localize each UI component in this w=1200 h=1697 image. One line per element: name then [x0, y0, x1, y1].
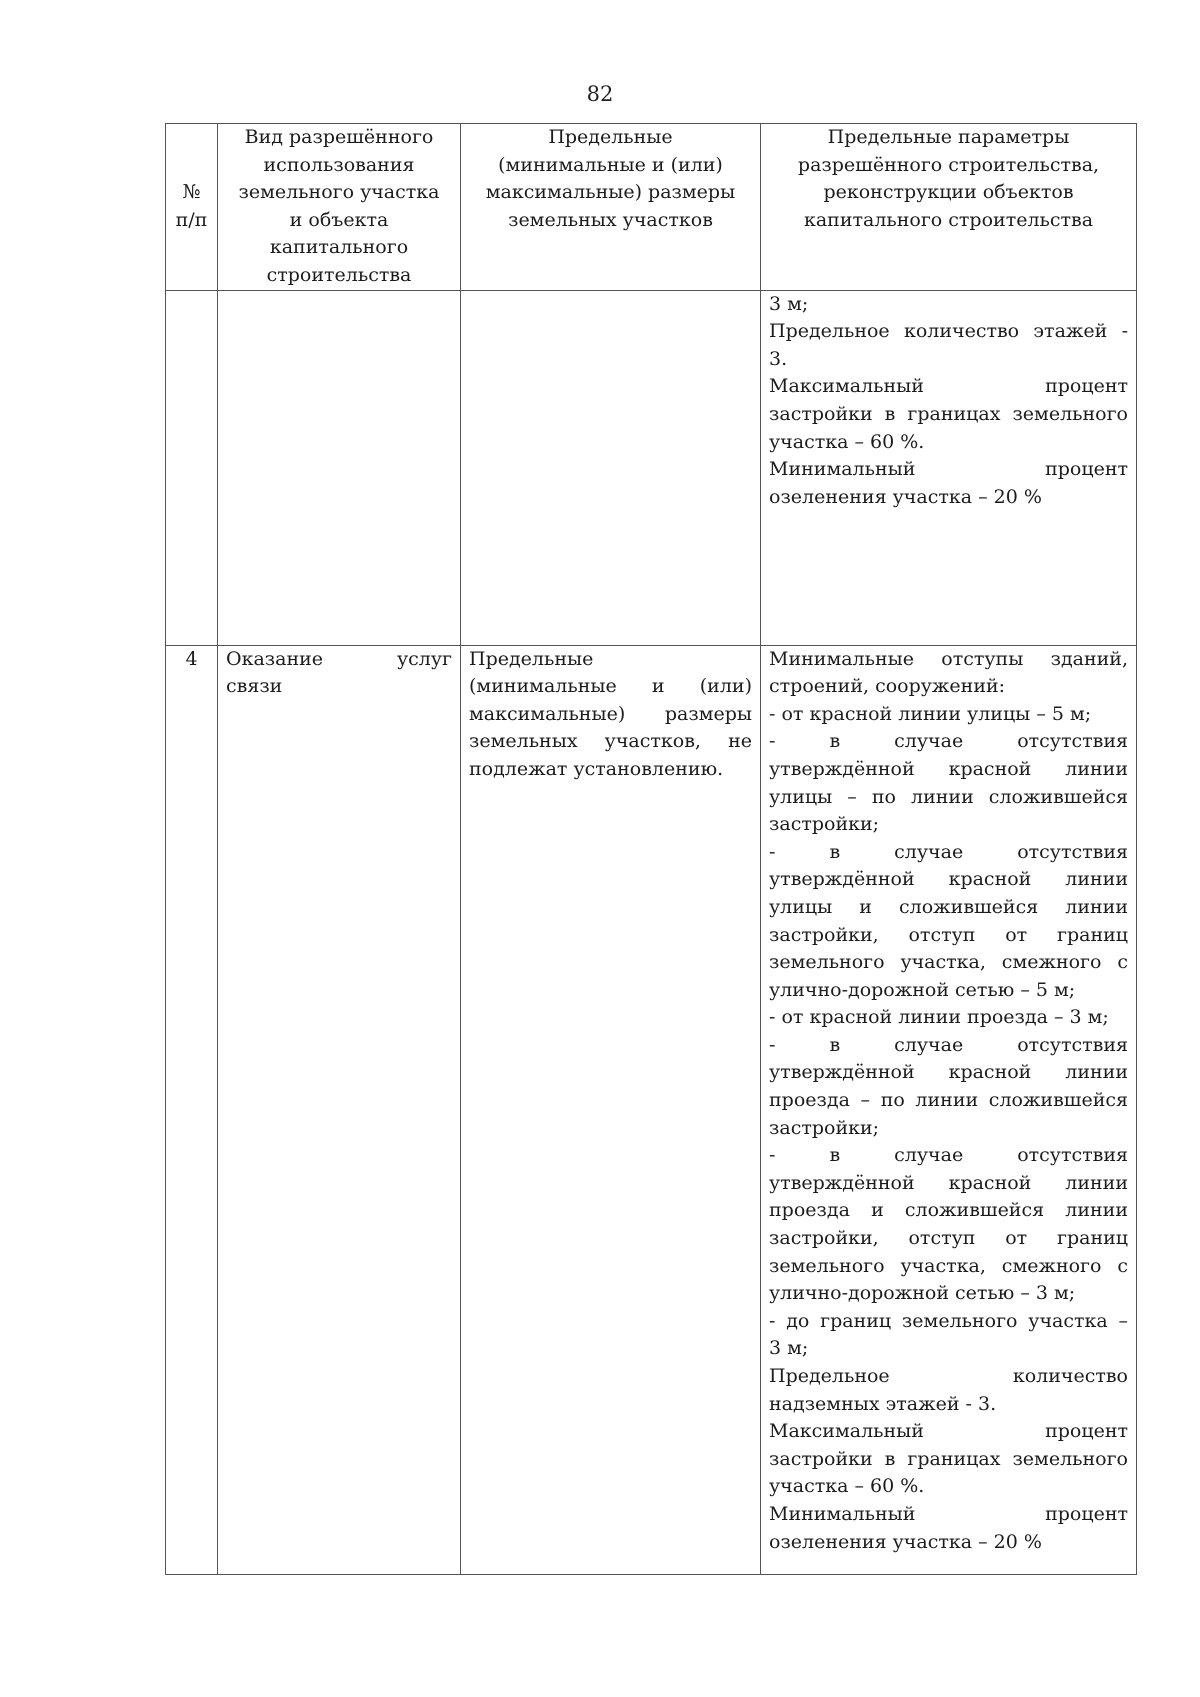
text-line: застройки; [769, 1116, 880, 1139]
text-line: улицы и сложившейся линии [769, 895, 1128, 918]
text-line: (минимальные и (или) [469, 675, 752, 698]
header-line: реконструкции объектов [823, 181, 1074, 204]
header-build-params [761, 124, 1137, 291]
text-line: проезда – по линии сложившейся [769, 1089, 1128, 1112]
header-plot-size [461, 124, 761, 291]
header-line: земельного участка [238, 181, 440, 204]
text-line: Минимальные отступы зданий, [769, 647, 1128, 670]
cell-number: 4 [166, 645, 218, 1574]
cell-plot-size [461, 645, 761, 1574]
text-line: застройки в границах земельного [769, 1447, 1128, 1470]
text-line: Минимальный процент [769, 458, 1128, 481]
text-line: утверждённой красной линии [769, 1061, 1128, 1084]
header-use-type [218, 124, 461, 291]
text-line: Предельные [469, 647, 594, 670]
text-line: Максимальный процент [769, 375, 1128, 398]
text-line: подлежат установлению. [469, 757, 724, 780]
text-line: 3 м; [769, 292, 809, 315]
text-line: утверждённой красной линии [769, 1171, 1128, 1194]
header-line: № [182, 181, 201, 204]
text-line: - в случае отсутствия [769, 840, 1128, 863]
header-line: разрешённого строительства, [797, 153, 1100, 176]
header-number [166, 124, 218, 291]
text-line: улично-дорожной сетью – 3 м; [769, 1282, 1076, 1305]
cell-number [166, 290, 218, 645]
header-line: п/п [175, 208, 208, 231]
table-header-row [166, 124, 1137, 291]
header-line: Вид разрешённого [244, 126, 434, 148]
text-line: Предельное количество [769, 1365, 1128, 1387]
header-line: Предельные параметры [827, 126, 1070, 148]
text-line: земельного участка, смежного с [769, 1254, 1128, 1277]
text-line: строений, сооружений: [769, 675, 1006, 698]
header-line: строительства [266, 263, 412, 286]
cell-plot-size [461, 290, 761, 645]
header-line: и объекта [289, 208, 389, 231]
text-line: застройки; [769, 813, 880, 836]
text-line: - в случае отсутствия [769, 1144, 1128, 1167]
text-line: надземных этажей - 3. [769, 1392, 997, 1415]
regulations-table [165, 123, 1137, 1575]
cell-build-params [761, 645, 1137, 1574]
cell-use-type [218, 645, 461, 1574]
text-line: участка – 60 %. [769, 430, 925, 453]
text-line: утверждённой красной линии [769, 757, 1128, 780]
text-line: - до границ земельного участка – [769, 1309, 1128, 1332]
text-line: улично-дорожной сетью – 5 м; [769, 978, 1076, 1001]
text-line: - в случае отсутствия [769, 730, 1128, 753]
text-line: 3 м; [769, 1337, 809, 1360]
header-line: использования [263, 153, 415, 176]
text-line: улицы – по линии сложившейся [769, 785, 1128, 808]
text-line: 3. [769, 347, 788, 370]
header-line: Предельные [548, 126, 673, 148]
text-line: - от красной линии проезда – 3 м; [769, 1006, 1109, 1029]
text-line: земельного участка, смежного с [769, 951, 1128, 974]
text-line: участка – 60 %. [769, 1475, 925, 1498]
header-line: капитального строительства [803, 208, 1094, 231]
text-line: - от красной линии улицы – 5 м; [769, 702, 1092, 725]
text-line: связи [226, 675, 283, 698]
text-line: Оказание услуг [226, 647, 452, 670]
text-line: застройки, отступ от границ [769, 1227, 1128, 1250]
header-line: (минимальные и (или) [498, 153, 723, 176]
text-line: земельных участков, не [469, 730, 752, 753]
text-line: Максимальный процент [769, 1420, 1128, 1443]
page-number: 82 [586, 82, 614, 106]
header-line: капитального [269, 236, 409, 259]
text-line: застройки, отступ от границ [769, 923, 1128, 946]
table-row-4 [166, 645, 1137, 1574]
text-line: застройки в границах земельного [769, 402, 1128, 425]
header-line: земельных участков [508, 208, 713, 231]
text-line: утверждённой красной линии [769, 868, 1128, 891]
cell-build-params [761, 290, 1137, 645]
text-line: - в случае отсутствия [769, 1033, 1128, 1056]
text-line: Предельное количество этажей - [769, 320, 1128, 343]
text-line: проезда и сложившейся линии [769, 1199, 1128, 1222]
cell-use-type [218, 290, 461, 645]
text-line: озеленения участка – 20 % [769, 1530, 1042, 1553]
text-line: Минимальный процент [769, 1502, 1128, 1525]
header-line: максимальные) размеры [485, 181, 736, 204]
text-line: максимальные) размеры [469, 702, 752, 725]
table-row-continuation [166, 290, 1137, 645]
text-line: озеленения участка – 20 % [769, 485, 1042, 508]
